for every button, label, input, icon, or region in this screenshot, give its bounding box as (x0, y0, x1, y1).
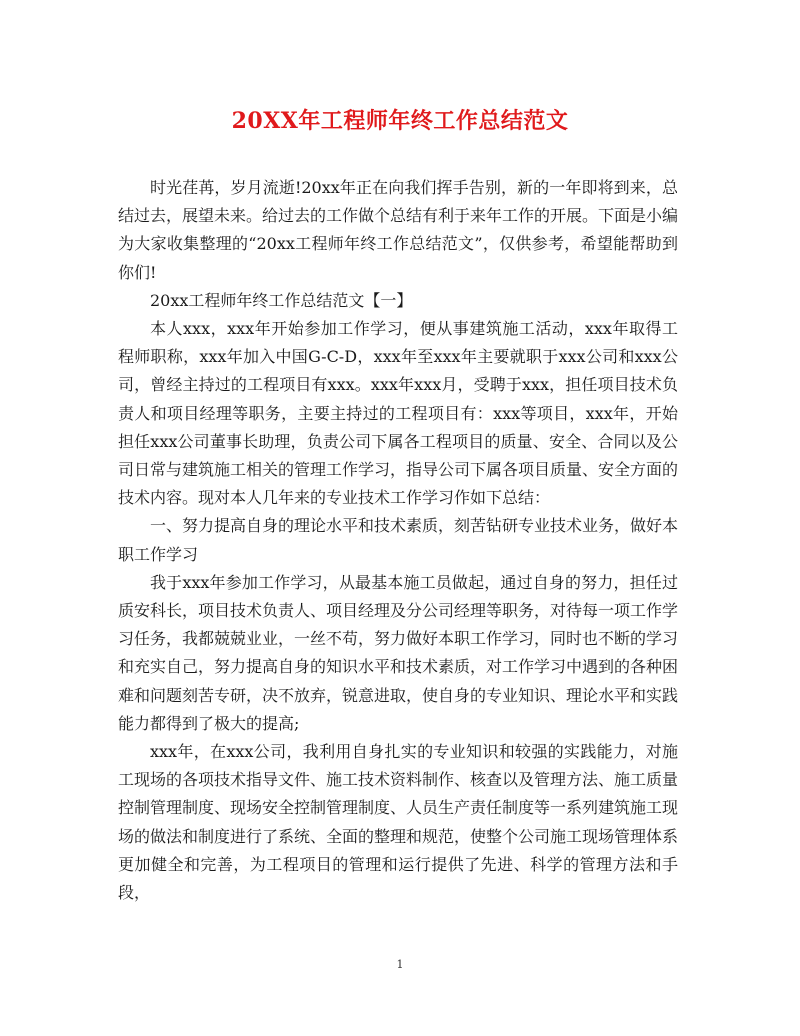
document-title: 20XX年工程师年终工作总结范文 (231, 108, 569, 134)
subsection-heading: 一、努力提高自身的理论水平和技术素质，刻苦钻研专业技术业务，做好本职工作学习 (118, 516, 679, 564)
body-paragraph: xxx年，在xxx公司，我利用自身扎实的专业知识和较强的实践能力，对施工现场的各项技术指导文件、施工技术资料制作、核查以及管理方法、施工质量控制管理制度、现场安全控制管理制度、人员生产责任制度等一系列建筑施工现场的做法和制度进行了系统、全面的整理和规范，使整个公司施工现场管理体系更加健全和完善，为工程项目的管理和运行提供了先进、科学的管理方法和手段， (118, 742, 679, 903)
page-number: 1 (396, 958, 404, 971)
intro-paragraph: 时光荏苒，岁月流逝!20xx年正在向我们挥手告别，新的一年即将到来，总结过去，展望未来。给过去的工作做个总结有利于来年工作的开展。下面是小编为大家收集整理的“20xx工程师年终工作总结范文”，仅供参考，希望能帮助到你们! (118, 178, 679, 282)
document-body (118, 174, 678, 907)
body-paragraph: 本人xxx，xxx年开始参加工作学习，便从事建筑施工活动，xxx年取得工程师职称，xxx年加入中国G-C-D，xxx年至xxx年主要就职于xxx公司和xxx公司，曾经主持过的工程项目有xxx。xxx年xxx月，受聘于xxx，担任项目技术负责人和项目经理等职务，主要主持过的工程项目有：xxx等项目，xxx年，开始担任xxx公司董事长助理，负责公司下属各工程项目的质量、安全、合同以及公司日常与建筑施工相关的管理工作学习，指导公司下属各项目质量、安全方面的技术内容。现对本人几年来的专业技术工作学习作如下总结： (118, 319, 679, 508)
body-paragraph: 我于xxx年参加工作学习，从最基本施工员做起，通过自身的努力，担任过质安科长，项目技术负责人、项目经理及分公司经理等职务，对待每一项工作学习任务，我都兢兢业业，一丝不苟，努力做好本职工作学习，同时也不断的学习和充实自己，努力提高自身的知识水平和技术素质，对工作学习中遇到的各种困难和问题刻苦专研，决不放弃，锐意进取，使自身的专业知识、理论水平和实践能力都得到了极大的提高; (118, 572, 679, 733)
section-heading: 20xx工程师年终工作总结范文【一】 (150, 290, 413, 310)
